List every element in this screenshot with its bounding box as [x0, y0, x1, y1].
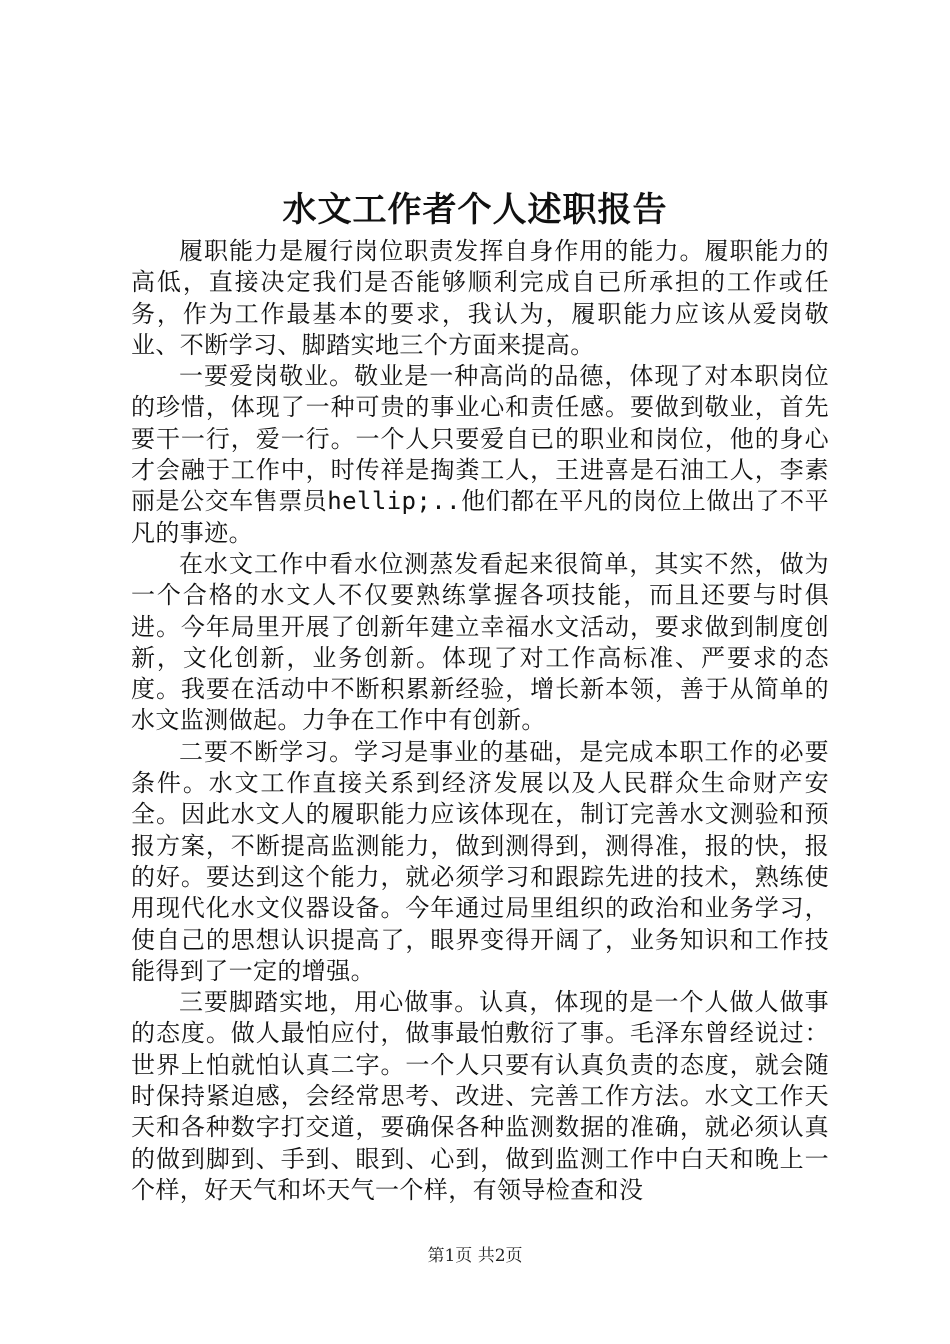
- document-title: 水文工作者个人述职报告: [282, 190, 668, 230]
- paragraph-hydrology-work: 在水文工作中看水位测蒸发看起来很简单，其实不然，做为一个合格的水文人不仅要熟练掌握各项技能，而且还要与时俱进。今年局里开展了创新年建立幸福水文活动，要求做到制度创新，文化创新，业务创新。体现了对工作高标准、严要求的态度。我要在活动中不断积累新经验，增长新本领，善于从简单的水文监测做起。力争在工作中有创新。: [131, 549, 829, 735]
- paragraph-down-to-earth: 三要脚踏实地，用心做事。认真，体现的是一个人做人做事的态度。做人最怕应付，做事最怕敷衍了事。毛泽东曾经说过：世界上怕就怕认真二字。一个人只要有认真负责的态度，就会随时保持紧迫感，会经常思考、改进、完善工作方法。水文工作天天和各种数字打交道，要确保各种监测数据的准确，就必须认真的做到脚到、手到、眼到、心到，做到监测工作中白天和晚上一个样，好天气和坏天气一个样，有领导检查和没: [131, 988, 829, 1204]
- document-body: [131, 236, 829, 1206]
- paragraph-continuous-learning: 二要不断学习。学习是事业的基础，是完成本职工作的必要条件。水文工作直接关系到经济发展以及人民群众生命财产安全。因此水文人的履职能力应该体现在，制订完善水文测验和预报方案，不断提高监测能力，做到测得到，测得准，报的快，报的好。要达到这个能力，就必须学习和跟踪先进的技术，熟练使用现代化水文仪器设备。今年通过局里组织的政治和业务学习，使自己的思想认识提高了，眼界变得开阔了，业务知识和工作技能得到了一定的增强。: [131, 737, 829, 985]
- paragraph-intro: 履职能力是履行岗位职责发挥自身作用的能力。履职能力的高低，直接决定我们是否能够顺利完成自已所承担的工作或任务，作为工作最基本的要求，我认为，履职能力应该从爱岗敬业、不断学习、脚踏实地三个方面来提高。: [131, 237, 829, 359]
- page-number-footer: 第1页 共2页: [427, 1246, 523, 1266]
- paragraph-dedication: 一要爱岗敬业。敬业是一种高尚的品德，体现了对本职岗位的珍惜，体现了一种可贵的事业心和责任感。要做到敬业，首先要干一行，爱一行。一个人只要爱自已的职业和岗位，他的身心才会融于工作中，时传祥是掏粪工人，王进喜是石油工人，李素丽是公交车售票员hellip;..他们都在平凡的岗位上做出了不平凡的事迹。: [131, 362, 829, 547]
